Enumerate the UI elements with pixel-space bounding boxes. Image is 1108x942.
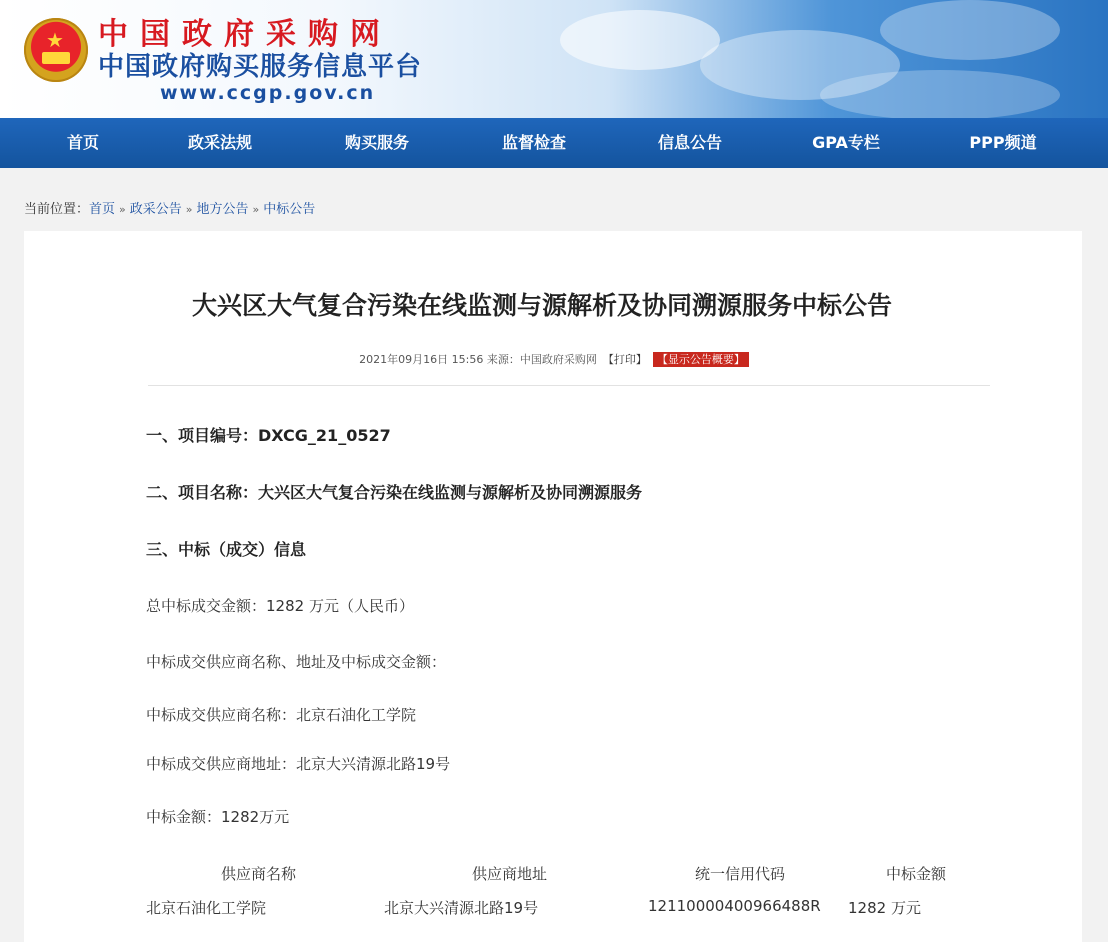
article-card — [24, 231, 1082, 942]
breadcrumb-local-announcements[interactable]: 地方公告 — [196, 202, 249, 217]
supplier-name: 中标成交供应商名称：北京石油化工学院 — [146, 706, 417, 724]
total-award-amount: 总中标成交金额：1282 万元（人民币） — [146, 597, 414, 615]
article-title: 大兴区大气复合污染在线监测与源解析及协同溯源服务中标公告 — [191, 291, 892, 320]
section-award-info: 三、中标（成交）信息 — [146, 540, 307, 559]
breadcrumb-prefix: 当前位置： — [24, 202, 90, 217]
print-link[interactable]: 【打印】 — [602, 353, 647, 366]
breadcrumb-gov-announcements[interactable]: 政采公告 — [129, 202, 182, 217]
cloud-decoration — [560, 10, 720, 70]
table-cell-supplier-name: 北京石油化工学院 — [146, 899, 267, 917]
cloud-decoration — [820, 70, 1060, 118]
nav-item-purchase-services[interactable]: 购买服务 — [344, 133, 410, 152]
site-header-banner — [0, 0, 1108, 118]
table-header-credit-code: 统一信用代码 — [695, 865, 786, 883]
supplier-address: 中标成交供应商地址：北京大兴清源北路19号 — [146, 755, 451, 773]
site-url[interactable]: www.ccgp.gov.cn — [160, 82, 376, 104]
supplier-intro: 中标成交供应商名称、地址及中标成交金额： — [146, 653, 447, 671]
publish-info: 2021年09月16日 15:56 来源：中国政府采购网 — [359, 353, 597, 366]
divider — [148, 385, 990, 386]
breadcrumb — [24, 198, 315, 217]
award-amount: 中标金额：1282万元 — [146, 808, 290, 826]
site-name[interactable]: 中国政府采购网 — [98, 17, 392, 52]
breadcrumb-home[interactable]: 首页 — [89, 202, 116, 217]
section-project-name: 二、项目名称：大兴区大气复合污染在线监测与源解析及协同溯源服务 — [146, 483, 643, 502]
breadcrumb-separator: » — [119, 203, 126, 216]
table-header-supplier-address: 供应商地址 — [472, 865, 548, 883]
gate-icon — [42, 52, 70, 64]
nav-item-announcements[interactable]: 信息公告 — [657, 133, 723, 152]
national-emblem-logo[interactable] — [24, 18, 88, 82]
nav-item-ppp[interactable]: PPP频道 — [969, 133, 1037, 152]
nav-item-home[interactable]: 首页 — [66, 133, 100, 152]
breadcrumb-award-announcements[interactable]: 中标公告 — [263, 202, 316, 217]
section-project-number: 一、项目编号：DXCG_21_0527 — [146, 426, 391, 445]
nav-item-gpa[interactable]: GPA专栏 — [812, 133, 880, 152]
show-summary-button[interactable]: 【显示公告概要】 — [653, 352, 749, 367]
breadcrumb-separator: » — [252, 203, 260, 216]
article-meta — [0, 351, 1108, 367]
main-nav — [0, 118, 1108, 168]
nav-item-supervision[interactable]: 监督检查 — [501, 133, 567, 152]
table-header-award-amount: 中标金额 — [886, 865, 947, 883]
star-icon: ★ — [46, 28, 64, 52]
breadcrumb-separator: » — [185, 203, 193, 216]
table-cell-award-amount: 1282 万元 — [848, 899, 921, 917]
table-cell-credit-code: 12110000400966488R — [648, 897, 821, 915]
table-header-supplier-name: 供应商名称 — [221, 865, 297, 883]
site-subtitle: 中国政府购买服务信息平台 — [98, 52, 423, 82]
table-cell-supplier-address: 北京大兴清源北路19号 — [384, 899, 539, 917]
cloud-decoration — [880, 0, 1060, 60]
nav-item-regulations[interactable]: 政采法规 — [187, 133, 253, 152]
